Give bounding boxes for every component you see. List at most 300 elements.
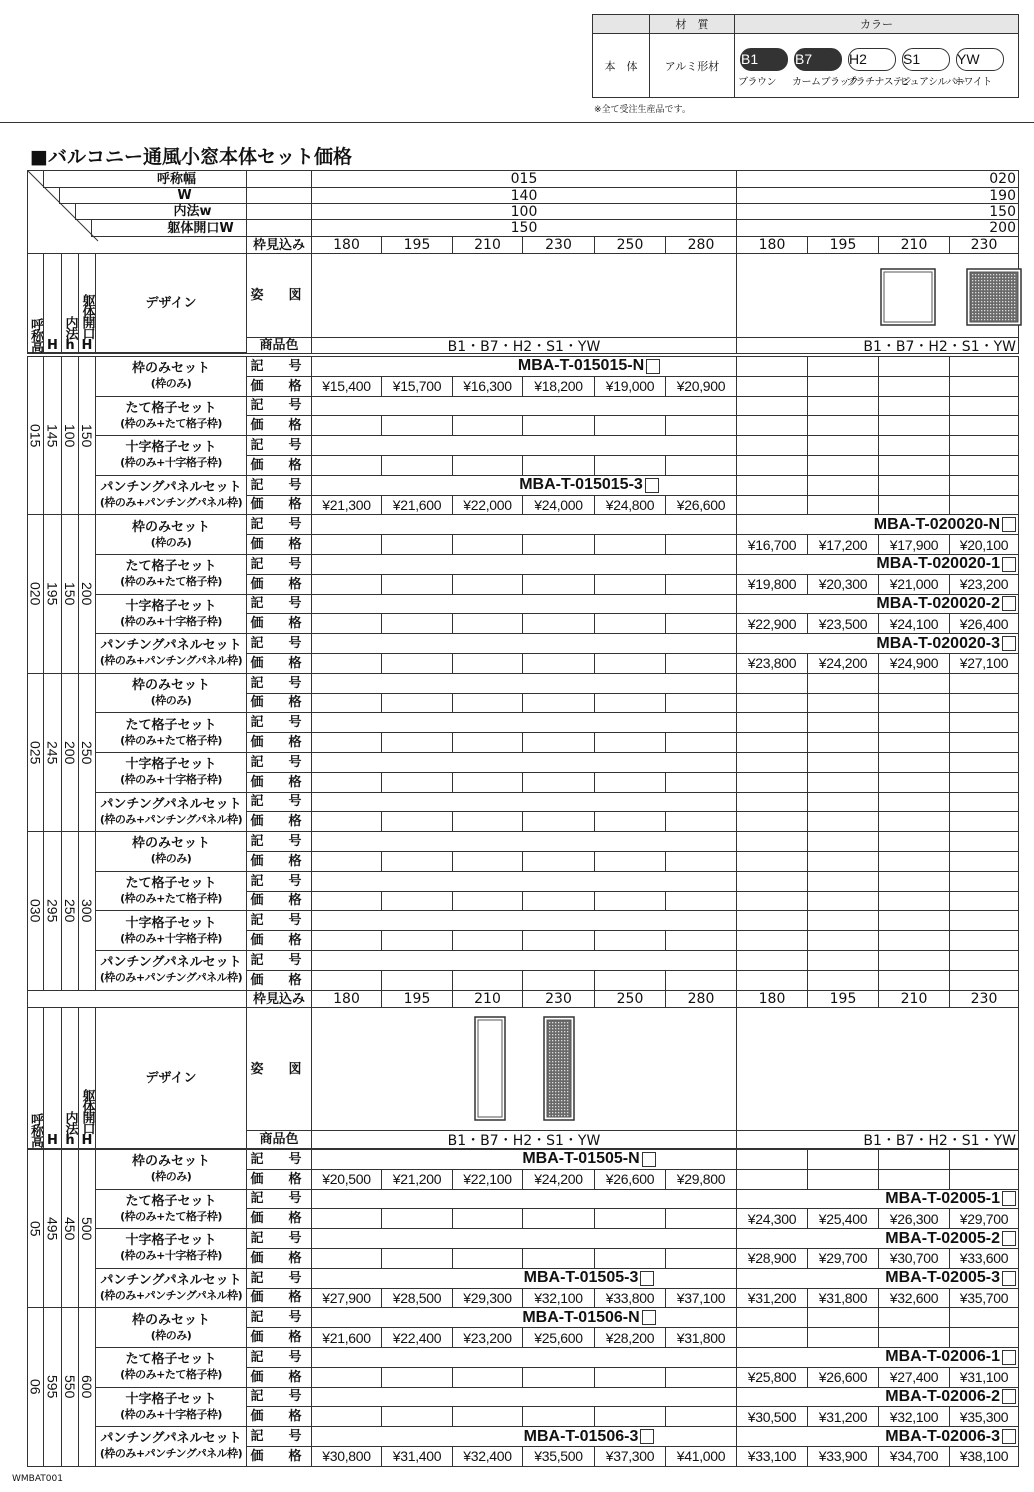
set-subtitle: (枠のみ+パンチングパネル枠) — [99, 971, 243, 985]
empty-price-cell — [736, 415, 808, 436]
empty-price-cell — [949, 732, 1019, 753]
empty-price-cell — [452, 1248, 523, 1269]
empty-model-cell — [949, 871, 1019, 892]
frame-depth-b: 195 — [807, 990, 879, 1008]
set-name-cell — [95, 1307, 247, 1348]
inner-height-value: 100 — [61, 356, 79, 515]
empty-price-cell — [878, 851, 950, 872]
empty-price-cell — [736, 811, 808, 832]
frame-depth-b: 195 — [381, 990, 453, 1008]
set-subtitle: (枠のみ+たて格子枠) — [120, 1368, 222, 1382]
empty-model-cell — [311, 435, 737, 456]
empty-model-cell — [807, 396, 879, 417]
empty-price-cell — [949, 930, 1019, 951]
empty-model-cell — [878, 475, 950, 496]
set-name: たて格子セット — [125, 1193, 217, 1209]
model-number-cell — [736, 1387, 1019, 1408]
set-subtitle: (枠のみ+たて格子枠) — [120, 733, 222, 747]
empty-price-cell — [381, 970, 453, 991]
nominal-height-value: 05 — [27, 1149, 44, 1308]
price-label: 価 格 — [246, 653, 312, 674]
empty-price-cell — [594, 613, 666, 634]
set-name-cell — [95, 910, 247, 951]
empty-price-cell — [522, 772, 595, 793]
empty-price-cell — [311, 455, 382, 476]
empty-price-cell — [594, 1208, 666, 1229]
nominal-height-value: 030 — [27, 831, 44, 990]
empty-price-cell — [949, 772, 1019, 793]
color-swatches — [735, 34, 1019, 98]
color-swatch-s1 — [900, 44, 966, 88]
price-cell: ¥15,700 — [381, 376, 453, 397]
model-number-cell — [311, 1268, 737, 1289]
empty-price-cell — [949, 1327, 1019, 1348]
price-label: 価 格 — [246, 970, 312, 991]
set-name: 枠のみセット — [131, 1312, 210, 1328]
color-code-box — [1002, 1350, 1016, 1365]
empty-price-cell — [878, 811, 950, 832]
empty-model-cell — [311, 1189, 737, 1210]
price-cell: ¥23,200 — [452, 1327, 523, 1348]
empty-price-cell — [878, 495, 950, 516]
empty-model-cell — [311, 396, 737, 417]
set-name-cell — [95, 514, 247, 555]
inner-height-label: 内法h — [61, 1007, 79, 1149]
empty-price-cell — [311, 930, 382, 951]
header-width-W-value: 140 — [311, 187, 737, 204]
opening-height-value: 250 — [78, 673, 96, 832]
model-number: MBA-T-01505-3 — [523, 1269, 639, 1287]
empty-price-cell — [311, 851, 382, 872]
frame-depth-b: 230 — [522, 990, 595, 1008]
inner-height-value: 200 — [61, 673, 79, 832]
model-number-cell — [736, 514, 1019, 535]
empty-price-cell — [594, 415, 666, 436]
set-name: 十字格子セット — [125, 1391, 217, 1407]
set-name: パンチングパネルセット — [100, 1273, 242, 1289]
price-cell: ¥25,800 — [736, 1367, 808, 1388]
price-cell: ¥37,300 — [594, 1446, 666, 1467]
set-name: 十字格子セット — [125, 1233, 217, 1249]
empty-price-cell — [522, 693, 595, 714]
empty-price-cell — [736, 851, 808, 872]
colors-020: B1・B7・H2・S1・YW — [736, 337, 1019, 354]
set-name: パンチングパネルセット — [100, 955, 242, 971]
set-name-cell — [95, 1189, 247, 1230]
empty-model-cell — [736, 396, 808, 417]
empty-price-cell — [381, 851, 453, 872]
empty-price-cell — [807, 930, 879, 951]
empty-model-cell — [807, 950, 879, 971]
empty-price-cell — [452, 851, 523, 872]
empty-price-cell — [311, 1367, 382, 1388]
swatch-code: S1 — [902, 48, 950, 71]
divider — [0, 122, 1034, 123]
empty-price-cell — [594, 732, 666, 753]
empty-price-cell — [381, 534, 453, 555]
page-title: ■バルコニー通風小窓本体セット価格 — [30, 146, 352, 168]
set-name-cell — [95, 1268, 247, 1309]
price-cell: ¥33,600 — [949, 1248, 1019, 1269]
set-name-cell — [95, 1426, 247, 1467]
frame-depth-a: 280 — [665, 236, 737, 254]
kigo-label: 記 号 — [246, 1268, 312, 1289]
height-H-label: H — [43, 1007, 62, 1149]
set-subtitle: (枠のみ+十字格子枠) — [120, 1407, 222, 1421]
empty-price-cell — [665, 930, 737, 951]
frame-depth-b: 210 — [878, 990, 950, 1008]
color-label: 商品色 — [246, 1130, 312, 1149]
set-subtitle: (枠のみ+たて格子枠) — [120, 575, 222, 589]
empty-model-cell — [311, 1347, 737, 1368]
color-swatch-yw — [954, 44, 1006, 88]
model-number: MBA-T-01505-N — [522, 1150, 640, 1168]
empty-price-cell — [878, 891, 950, 912]
swatch-name: ピュアシルバー — [900, 76, 966, 88]
price-cell: ¥24,300 — [736, 1208, 808, 1229]
price-cell: ¥31,800 — [807, 1288, 879, 1309]
empty-price-cell — [736, 1169, 808, 1190]
set-name: 枠のみセット — [131, 519, 210, 535]
empty-price-cell — [807, 851, 879, 872]
empty-price-cell — [665, 613, 737, 634]
empty-price-cell — [807, 732, 879, 753]
empty-price-cell — [736, 930, 808, 951]
frame-depth-b: 250 — [594, 990, 666, 1008]
price-cell: ¥20,300 — [807, 574, 879, 595]
figure-label: 姿 図 — [246, 1007, 312, 1131]
design-label: デザイン — [95, 1007, 247, 1149]
price-cell: ¥22,100 — [452, 1169, 523, 1190]
price-cell: ¥35,500 — [522, 1446, 595, 1467]
empty-price-cell — [878, 693, 950, 714]
frame-depth-label: 枠見込み — [246, 236, 312, 254]
model-number-cell — [736, 594, 1019, 615]
empty-model-cell — [949, 910, 1019, 931]
model-number-cell — [311, 475, 737, 496]
kigo-label: 記 号 — [246, 1228, 312, 1249]
set-name-cell — [95, 673, 247, 714]
empty-model-cell — [736, 356, 808, 377]
kigo-label: 記 号 — [246, 1149, 312, 1170]
price-cell: ¥26,400 — [949, 613, 1019, 634]
empty-price-cell — [452, 574, 523, 595]
price-cell: ¥30,500 — [736, 1406, 808, 1427]
empty-model-cell — [311, 633, 737, 654]
empty-model-cell — [878, 871, 950, 892]
empty-model-cell — [949, 712, 1019, 733]
empty-price-cell — [381, 811, 453, 832]
price-cell: ¥32,100 — [878, 1406, 950, 1427]
empty-price-cell — [452, 534, 523, 555]
empty-price-cell — [594, 1248, 666, 1269]
set-subtitle: (枠のみ+たて格子枠) — [120, 892, 222, 906]
empty-price-cell — [807, 811, 879, 832]
price-cell: ¥23,500 — [807, 613, 879, 634]
empty-price-cell — [452, 415, 523, 436]
price-cell: ¥31,800 — [665, 1327, 737, 1348]
empty-model-cell — [949, 356, 1019, 377]
price-label: 価 格 — [246, 1169, 312, 1190]
material-value: アルミ形材 — [650, 34, 735, 98]
empty-price-cell — [311, 891, 382, 912]
empty-model-cell — [807, 673, 879, 694]
empty-price-cell — [311, 970, 382, 991]
empty-model-cell — [878, 752, 950, 773]
empty-price-cell — [949, 455, 1019, 476]
price-cell: ¥31,400 — [381, 1446, 453, 1467]
empty-price-cell — [594, 851, 666, 872]
set-name-cell — [95, 1149, 247, 1190]
swatch-name: プラチナステン — [846, 76, 912, 88]
empty-model-cell — [311, 831, 737, 852]
empty-price-cell — [594, 891, 666, 912]
empty-price-cell — [311, 1248, 382, 1269]
color-code-box — [1002, 1231, 1016, 1246]
price-cell: ¥29,700 — [807, 1248, 879, 1269]
kigo-label: 記 号 — [246, 1426, 312, 1447]
set-name: パンチングパネルセット — [100, 1431, 242, 1447]
price-cell: ¥27,900 — [311, 1288, 382, 1309]
empty-model-cell — [736, 712, 808, 733]
empty-price-cell — [949, 891, 1019, 912]
price-label: 価 格 — [246, 1367, 312, 1388]
empty-price-cell — [311, 1208, 382, 1229]
price-cell: ¥19,000 — [594, 376, 666, 397]
set-subtitle: (枠のみ+パンチングパネル枠) — [99, 812, 243, 826]
inner-height-value: 250 — [61, 831, 79, 990]
price-cell: ¥32,400 — [452, 1446, 523, 1467]
model-number: MBA-T-015015-N — [517, 357, 645, 375]
empty-price-cell — [878, 455, 950, 476]
empty-price-cell — [807, 455, 879, 476]
empty-model-cell — [311, 752, 737, 773]
empty-price-cell — [665, 1248, 737, 1269]
color-code-box — [1002, 1429, 1016, 1444]
model-number: MBA-T-01506-N — [522, 1308, 640, 1326]
color-label: 商品色 — [246, 337, 312, 354]
empty-model-cell — [311, 792, 737, 813]
price-cell: ¥16,300 — [452, 376, 523, 397]
empty-model-cell — [878, 435, 950, 456]
set-name: 枠のみセット — [131, 836, 210, 852]
price-cell: ¥23,200 — [949, 574, 1019, 595]
empty-price-cell — [736, 376, 808, 397]
empty-price-cell — [452, 455, 523, 476]
empty-price-cell — [736, 693, 808, 714]
frame-depth-b: 230 — [949, 990, 1019, 1008]
opening-height-value: 200 — [78, 514, 96, 673]
price-cell: ¥25,400 — [807, 1208, 879, 1229]
height-H-value: 195 — [43, 514, 62, 673]
empty-price-cell — [452, 1208, 523, 1229]
design-label: デザイン — [95, 253, 247, 354]
kigo-label: 記 号 — [246, 594, 312, 615]
empty-price-cell — [522, 732, 595, 753]
empty-model-cell — [736, 792, 808, 813]
empty-price-cell — [736, 970, 808, 991]
empty-price-cell — [381, 891, 453, 912]
model-number-cell — [736, 554, 1019, 575]
empty-model-cell — [949, 831, 1019, 852]
price-cell: ¥21,000 — [878, 574, 950, 595]
price-cell: ¥16,700 — [736, 534, 808, 555]
empty-price-cell — [522, 851, 595, 872]
empty-price-cell — [381, 732, 453, 753]
empty-model-cell — [878, 950, 950, 971]
empty-model-cell — [736, 673, 808, 694]
set-subtitle: (枠のみ+たて格子枠) — [120, 416, 222, 430]
price-cell: ¥32,100 — [522, 1288, 595, 1309]
empty-price-cell — [736, 772, 808, 793]
empty-model-cell — [807, 831, 879, 852]
empty-price-cell — [807, 693, 879, 714]
empty-price-cell — [381, 415, 453, 436]
empty-price-cell — [594, 534, 666, 555]
kigo-label: 記 号 — [246, 950, 312, 971]
empty-price-cell — [452, 811, 523, 832]
price-cell: ¥26,300 — [878, 1208, 950, 1229]
price-cell: ¥26,600 — [665, 495, 737, 516]
set-name-cell — [95, 792, 247, 833]
set-subtitle: (枠のみ+パンチングパネル枠) — [99, 654, 243, 668]
price-label: 価 格 — [246, 574, 312, 595]
empty-price-cell — [311, 772, 382, 793]
empty-price-cell — [522, 1208, 595, 1229]
empty-model-cell — [878, 1307, 950, 1328]
swatch-code: B7 — [794, 48, 842, 71]
empty-price-cell — [311, 732, 382, 753]
empty-price-cell — [878, 970, 950, 991]
color-swatch-b1 — [738, 44, 790, 88]
opening-height-value: 150 — [78, 356, 96, 515]
frame-depth-a: 230 — [522, 236, 595, 254]
color-code-box — [1002, 636, 1016, 651]
empty-price-cell — [522, 811, 595, 832]
set-subtitle: (枠のみ+十字格子枠) — [120, 931, 222, 945]
empty-price-cell — [949, 811, 1019, 832]
swatch-code: H2 — [848, 48, 896, 71]
empty-model-cell — [736, 950, 808, 971]
nominal-height-value: 06 — [27, 1307, 44, 1466]
price-cell: ¥20,900 — [665, 376, 737, 397]
empty-model-cell — [311, 950, 737, 971]
empty-model-cell — [311, 910, 737, 931]
set-name: 枠のみセット — [131, 361, 210, 377]
price-cell: ¥24,000 — [522, 495, 595, 516]
price-label: 価 格 — [246, 732, 312, 753]
header-label-inner-width: 内法w — [75, 203, 312, 220]
empty-price-cell — [949, 495, 1019, 516]
empty-price-cell — [381, 772, 453, 793]
frame-depth-a: 230 — [949, 236, 1019, 254]
empty-price-cell — [311, 811, 382, 832]
empty-price-cell — [594, 930, 666, 951]
empty-model-cell — [311, 673, 737, 694]
set-name: 十字格子セット — [125, 757, 217, 773]
color-code-box — [1002, 596, 1016, 611]
set-subtitle: (枠のみ) — [150, 377, 192, 391]
empty-price-cell — [807, 891, 879, 912]
set-name-cell — [95, 356, 247, 397]
price-label: 価 格 — [246, 613, 312, 634]
kigo-label: 記 号 — [246, 752, 312, 773]
empty-price-cell — [949, 693, 1019, 714]
price-cell: ¥33,800 — [594, 1288, 666, 1309]
price-cell: ¥22,900 — [736, 613, 808, 634]
empty-model-cell — [807, 1307, 879, 1328]
price-label: 価 格 — [246, 495, 312, 516]
set-name-cell — [95, 633, 247, 674]
empty-price-cell — [594, 693, 666, 714]
price-cell: ¥26,600 — [594, 1169, 666, 1190]
empty-price-cell — [665, 574, 737, 595]
price-label: 価 格 — [246, 772, 312, 793]
empty-model-cell — [736, 831, 808, 852]
empty-price-cell — [665, 970, 737, 991]
empty-model-cell — [736, 752, 808, 773]
frame-depth-label: 枠見込み — [246, 990, 312, 1008]
empty-model-cell — [878, 792, 950, 813]
model-number-cell — [311, 356, 737, 377]
price-cell: ¥35,700 — [949, 1288, 1019, 1309]
empty-price-cell — [665, 1208, 737, 1229]
material-table-corner — [593, 15, 650, 34]
empty-price-cell — [311, 653, 382, 674]
set-subtitle: (枠のみ) — [150, 1328, 192, 1342]
model-number: MBA-T-020020-1 — [876, 555, 1000, 573]
price-label: 価 格 — [246, 891, 312, 912]
color-code-box — [642, 1310, 656, 1325]
empty-price-cell — [665, 1367, 737, 1388]
nominal-height-label: 呼称高 — [27, 1007, 44, 1149]
empty-model-cell — [878, 831, 950, 852]
set-name: たて格子セット — [125, 1352, 217, 1368]
empty-model-cell — [878, 712, 950, 733]
empty-price-cell — [522, 455, 595, 476]
empty-price-cell — [381, 1367, 453, 1388]
frame-depth-b: 180 — [736, 990, 808, 1008]
empty-price-cell — [522, 1367, 595, 1388]
empty-price-cell — [807, 772, 879, 793]
price-cell: ¥27,400 — [878, 1367, 950, 1388]
colors-015: B1・B7・H2・S1・YW — [311, 337, 737, 354]
empty-price-cell — [311, 613, 382, 634]
empty-price-cell — [452, 732, 523, 753]
empty-model-cell — [736, 475, 808, 496]
model-number: MBA-T-02006-2 — [885, 1387, 1000, 1405]
set-name-cell — [95, 554, 247, 595]
swatch-code: YW — [956, 48, 1004, 71]
empty-model-cell — [736, 910, 808, 931]
empty-price-cell — [665, 772, 737, 793]
price-cell: ¥23,800 — [736, 653, 808, 674]
empty-price-cell — [594, 574, 666, 595]
empty-price-cell — [594, 1367, 666, 1388]
header-nominal-width-value: 020 — [736, 170, 1019, 188]
swatch-code: B1 — [740, 48, 788, 71]
model-number: MBA-T-015015-3 — [519, 476, 643, 494]
empty-price-cell — [311, 574, 382, 595]
price-cell: ¥21,300 — [311, 495, 382, 516]
frame-depth-a: 180 — [736, 236, 808, 254]
price-cell: ¥20,500 — [311, 1169, 382, 1190]
price-cell: ¥30,700 — [878, 1248, 950, 1269]
price-cell: ¥26,600 — [807, 1367, 879, 1388]
empty-model-cell — [949, 1149, 1019, 1170]
price-cell: ¥24,800 — [594, 495, 666, 516]
price-label: 価 格 — [246, 455, 312, 476]
